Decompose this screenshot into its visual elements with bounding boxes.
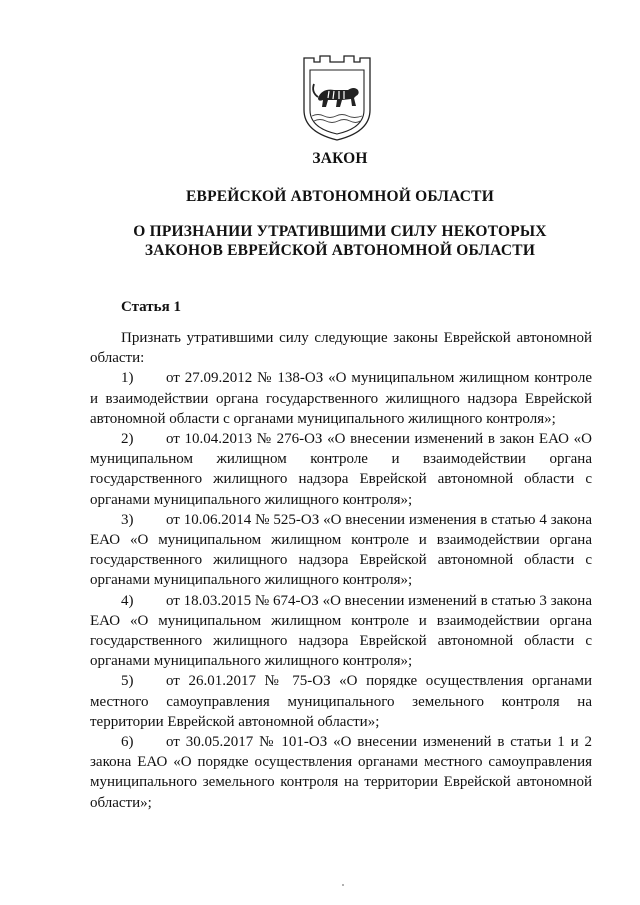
list-item-text: от 27.09.2012 № 138-ОЗ «О муниципальном жилищном контроле и взаимодействии органа государственного жилищного надзора Еврейской автономной области с органами муниципального жилищного контроля»; xyxy=(90,370,592,427)
list-item xyxy=(90,591,592,672)
list-item-text: от 10.04.2013 № 276-ОЗ «О внесении изменений в закон ЕАО «О муниципальном жилищном контроле и взаимодействии органа государственного жилищного надзора Еврейской автономной области с органами муниципального жилищного контроля»; xyxy=(90,431,592,508)
heading-title xyxy=(70,222,610,260)
coat-of-arms-tiger-icon xyxy=(296,52,378,142)
article-title: Статья 1 xyxy=(121,299,181,315)
list-item-number: 4) xyxy=(121,592,134,609)
list-item xyxy=(90,510,592,591)
list-item-number: 6) xyxy=(121,734,134,751)
list-item xyxy=(90,671,592,732)
list-item xyxy=(90,368,592,429)
list-item-number: 1) xyxy=(121,370,134,387)
article-intro: Признать утратившими силу следующие законы Еврейской автономной области: xyxy=(90,330,592,367)
list-item-text: от 18.03.2015 № 674-ОЗ «О внесении изменений в статью 3 закона ЕАО «О муниципальном жилищном контроле и взаимодействии органа государственного жилищного надзора Еврейской автономной области с органами муниципального жилищного контроля»; xyxy=(90,592,592,670)
article-body xyxy=(90,328,592,813)
heading-title-line-2: ЗАКОНОВ ЕВРЕЙСКОЙ АВТОНОМНОЙ ОБЛАСТИ xyxy=(144,242,536,259)
list-item-text: от 10.06.2014 № 525-ОЗ «О внесении изменения в статью 4 закона ЕАО «О муниципальном жилищном контроле и взаимодействии органа государственного жилищного надзора Еврейской автономной области с органами муниципального жилищного контроля»; xyxy=(90,511,592,589)
list-item-text: от 26.01.2017 № 75-ОЗ «О порядке осуществления органами местного самоуправления муниципального земельного контроля на территории Еврейской автономной области»; xyxy=(90,673,592,730)
list-item-text: от 30.05.2017 № 101-ОЗ «О внесении изменений в статьи 1 и 2 закона ЕАО «О порядке осуществления органами местного самоуправления муниципального земельного контроля на территории Еврейской автономной области»; xyxy=(90,734,592,811)
list-item-number: 5) xyxy=(121,673,134,690)
scan-speck xyxy=(342,884,344,886)
list-item xyxy=(90,732,592,813)
heading-region: ЕВРЕЙСКОЙ АВТОНОМНОЙ ОБЛАСТИ xyxy=(186,188,494,205)
heading-title-line-1: О ПРИЗНАНИИ УТРАТИВШИМИ СИЛУ НЕКОТОРЫХ xyxy=(133,223,547,240)
heading-law: ЗАКОН xyxy=(312,150,368,167)
list-item xyxy=(90,429,592,510)
list-item-number: 3) xyxy=(121,511,134,528)
list-item-number: 2) xyxy=(121,431,134,448)
